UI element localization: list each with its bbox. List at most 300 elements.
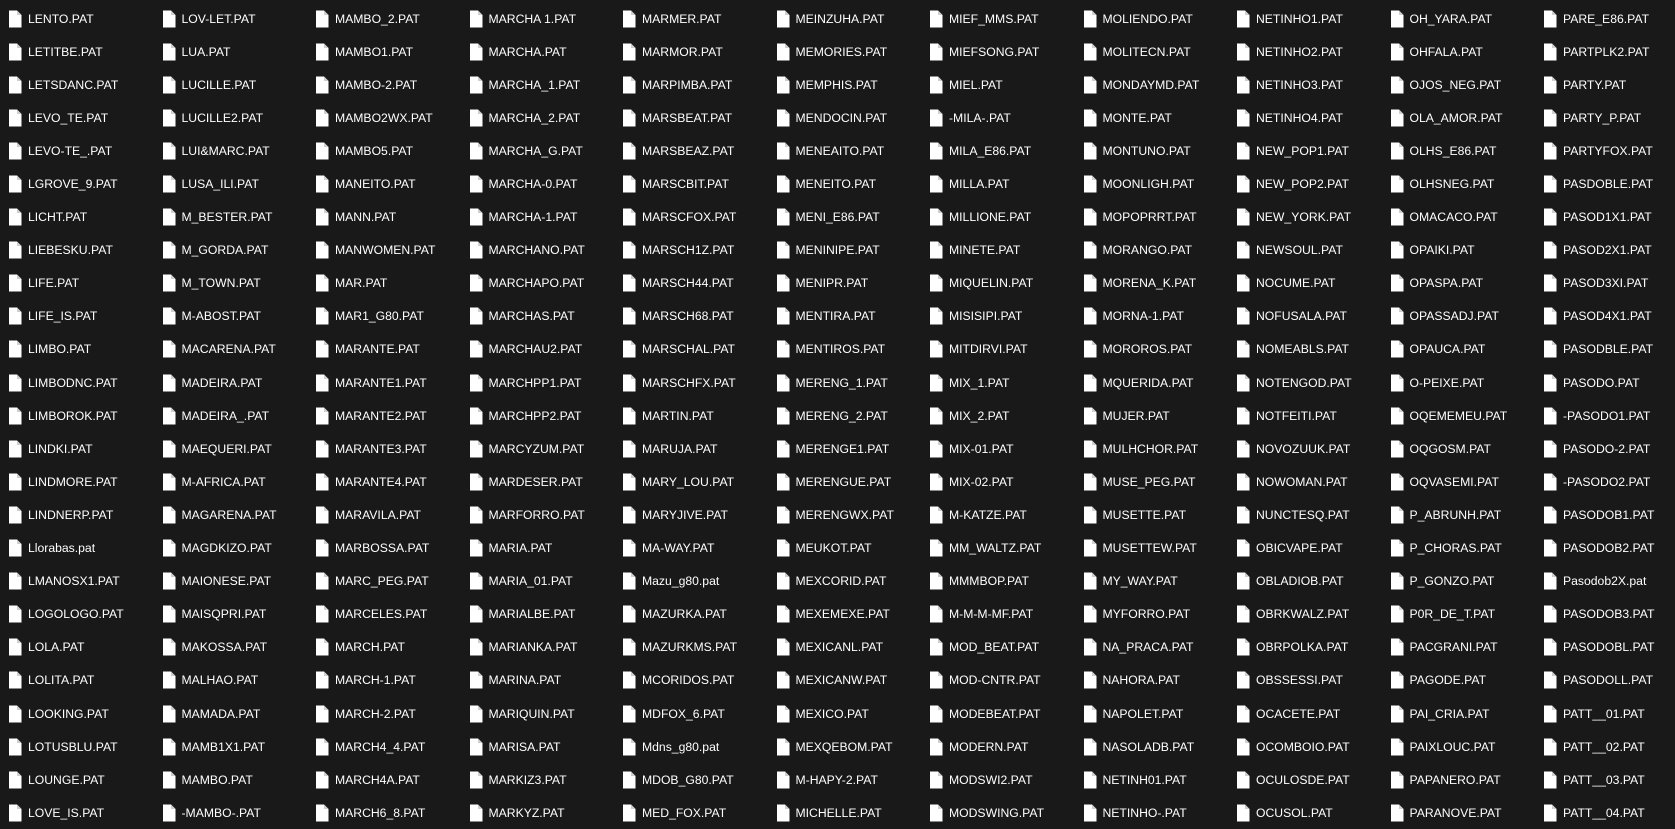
file-item[interactable] — [162, 697, 316, 730]
file-item[interactable] — [1390, 465, 1544, 498]
file-item[interactable] — [8, 399, 162, 432]
file-item[interactable] — [1390, 167, 1544, 200]
file-item[interactable] — [1390, 598, 1544, 631]
file-item[interactable] — [1543, 134, 1675, 167]
file-item[interactable] — [776, 167, 930, 200]
file-item[interactable] — [622, 2, 776, 35]
file-item[interactable] — [1236, 366, 1390, 399]
document-file-icon — [1543, 671, 1557, 689]
file-item[interactable] — [1083, 763, 1237, 796]
file-item[interactable] — [622, 532, 776, 565]
file-item[interactable] — [315, 2, 469, 35]
file-item[interactable] — [315, 465, 469, 498]
file-name: MODSWING.PAT — [949, 805, 1045, 820]
file-item[interactable] — [929, 598, 1083, 631]
file-item[interactable] — [1083, 664, 1237, 697]
file-item[interactable] — [776, 796, 930, 829]
file-item[interactable] — [1390, 697, 1544, 730]
file-item[interactable] — [622, 101, 776, 134]
file-item[interactable] — [1390, 267, 1544, 300]
file-item[interactable] — [1083, 101, 1237, 134]
file-item[interactable] — [1390, 399, 1544, 432]
file-item[interactable] — [1236, 697, 1390, 730]
file-item[interactable] — [1543, 465, 1675, 498]
file-item[interactable] — [8, 134, 162, 167]
file-item[interactable] — [929, 730, 1083, 763]
file-item[interactable] — [1390, 796, 1544, 829]
file-item[interactable] — [776, 201, 930, 234]
file-item[interactable] — [315, 730, 469, 763]
file-item[interactable] — [8, 730, 162, 763]
file-item[interactable] — [1390, 565, 1544, 598]
file-item[interactable] — [8, 532, 162, 565]
file-item[interactable] — [8, 565, 162, 598]
file-item[interactable] — [162, 167, 316, 200]
file-item[interactable] — [929, 333, 1083, 366]
file-item[interactable] — [622, 565, 776, 598]
file-item[interactable] — [776, 432, 930, 465]
file-item[interactable] — [1543, 333, 1675, 366]
file-item[interactable] — [315, 167, 469, 200]
file-name: NETINHO-.PAT — [1102, 805, 1187, 820]
file-item[interactable] — [315, 565, 469, 598]
file-item[interactable] — [1236, 134, 1390, 167]
document-file-icon — [776, 638, 790, 656]
file-item[interactable] — [315, 101, 469, 134]
file-item[interactable] — [1083, 134, 1237, 167]
file-item[interactable] — [1236, 532, 1390, 565]
file-item[interactable] — [1543, 532, 1675, 565]
file-item[interactable] — [776, 2, 930, 35]
file-item[interactable] — [1543, 101, 1675, 134]
file-item[interactable] — [1543, 598, 1675, 631]
file-item[interactable] — [1390, 234, 1544, 267]
file-item[interactable] — [929, 300, 1083, 333]
file-item[interactable] — [1083, 730, 1237, 763]
file-item[interactable] — [162, 730, 316, 763]
file-item[interactable] — [469, 2, 623, 35]
file-item[interactable] — [622, 134, 776, 167]
file-item[interactable] — [929, 366, 1083, 399]
file-item[interactable] — [929, 234, 1083, 267]
file-item[interactable] — [1543, 796, 1675, 829]
file-item[interactable] — [8, 631, 162, 664]
file-item[interactable] — [622, 267, 776, 300]
file-item[interactable] — [929, 796, 1083, 829]
file-item[interactable] — [1390, 366, 1544, 399]
file-item[interactable] — [622, 167, 776, 200]
file-item[interactable] — [162, 796, 316, 829]
file-item[interactable] — [929, 498, 1083, 531]
document-file-icon — [1083, 440, 1097, 458]
file-item[interactable] — [162, 532, 316, 565]
file-item[interactable] — [8, 465, 162, 498]
file-item[interactable] — [776, 134, 930, 167]
file-item[interactable] — [929, 267, 1083, 300]
file-item[interactable] — [1543, 167, 1675, 200]
file-item[interactable] — [1390, 498, 1544, 531]
file-item[interactable] — [1543, 432, 1675, 465]
file-item[interactable] — [776, 68, 930, 101]
file-item[interactable] — [469, 167, 623, 200]
file-item[interactable] — [1236, 465, 1390, 498]
file-item[interactable] — [8, 35, 162, 68]
file-item[interactable] — [1083, 532, 1237, 565]
file-item[interactable] — [315, 399, 469, 432]
file-item[interactable] — [622, 631, 776, 664]
file-item[interactable] — [315, 697, 469, 730]
file-item[interactable] — [929, 68, 1083, 101]
file-item[interactable] — [622, 68, 776, 101]
file-item[interactable] — [1390, 35, 1544, 68]
file-item[interactable] — [1543, 35, 1675, 68]
file-item[interactable] — [315, 532, 469, 565]
file-item[interactable] — [469, 300, 623, 333]
file-item[interactable] — [8, 167, 162, 200]
file-item[interactable] — [1236, 35, 1390, 68]
file-item[interactable] — [315, 664, 469, 697]
file-item[interactable] — [776, 35, 930, 68]
file-item[interactable] — [1083, 167, 1237, 200]
file-name: MARKYZ.PAT — [488, 805, 565, 820]
document-file-icon — [8, 340, 22, 358]
file-item[interactable] — [1543, 234, 1675, 267]
file-item[interactable] — [776, 664, 930, 697]
file-name: OQEMEMEU.PAT — [1409, 408, 1508, 423]
file-item[interactable] — [315, 201, 469, 234]
file-item[interactable] — [1083, 366, 1237, 399]
file-item[interactable] — [622, 201, 776, 234]
file-item[interactable] — [929, 697, 1083, 730]
file-item[interactable] — [469, 664, 623, 697]
file-item[interactable] — [929, 101, 1083, 134]
document-file-icon — [162, 473, 176, 491]
file-item[interactable] — [929, 432, 1083, 465]
document-file-icon — [622, 208, 636, 226]
file-item[interactable] — [162, 68, 316, 101]
file-name: LIEBESKU.PAT — [28, 243, 113, 258]
file-item[interactable] — [8, 2, 162, 35]
file-item[interactable] — [1390, 631, 1544, 664]
file-item[interactable] — [776, 598, 930, 631]
document-file-icon — [1083, 638, 1097, 656]
file-item[interactable] — [622, 234, 776, 267]
file-item[interactable] — [776, 399, 930, 432]
file-item[interactable] — [469, 796, 623, 829]
file-item[interactable] — [315, 631, 469, 664]
file-item[interactable] — [315, 366, 469, 399]
file-item[interactable] — [469, 35, 623, 68]
file-item[interactable] — [1083, 399, 1237, 432]
file-item[interactable] — [1390, 532, 1544, 565]
file-item[interactable] — [1236, 267, 1390, 300]
file-item[interactable] — [469, 697, 623, 730]
file-item[interactable] — [1083, 234, 1237, 267]
file-item[interactable] — [162, 234, 316, 267]
file-item[interactable] — [8, 366, 162, 399]
file-item[interactable] — [1390, 2, 1544, 35]
file-item[interactable] — [1390, 201, 1544, 234]
file-item[interactable] — [776, 267, 930, 300]
file-item[interactable] — [469, 763, 623, 796]
file-item[interactable] — [469, 532, 623, 565]
file-item[interactable] — [315, 333, 469, 366]
file-item[interactable] — [469, 598, 623, 631]
file-item[interactable] — [8, 432, 162, 465]
file-name: P_GONZO.PAT — [1409, 574, 1495, 589]
file-item[interactable] — [1390, 300, 1544, 333]
file-item[interactable] — [776, 333, 930, 366]
document-file-icon — [1236, 76, 1250, 94]
file-item[interactable] — [929, 631, 1083, 664]
file-item[interactable] — [469, 101, 623, 134]
file-item[interactable] — [622, 796, 776, 829]
file-item[interactable] — [469, 201, 623, 234]
file-item[interactable] — [8, 697, 162, 730]
file-item[interactable] — [1543, 68, 1675, 101]
file-item[interactable] — [162, 763, 316, 796]
document-file-icon — [162, 109, 176, 127]
file-item[interactable] — [1543, 366, 1675, 399]
file-item[interactable] — [776, 730, 930, 763]
file-item[interactable] — [1236, 201, 1390, 234]
file-item[interactable] — [622, 664, 776, 697]
file-name: -MAMBO-.PAT — [181, 805, 261, 820]
file-item[interactable] — [1390, 730, 1544, 763]
file-item[interactable] — [469, 465, 623, 498]
file-item[interactable] — [929, 399, 1083, 432]
file-item[interactable] — [8, 101, 162, 134]
file-item[interactable] — [315, 234, 469, 267]
file-item[interactable] — [1236, 432, 1390, 465]
file-item[interactable] — [1083, 2, 1237, 35]
file-name: MORENA_K.PAT — [1102, 276, 1197, 291]
file-item[interactable] — [1390, 101, 1544, 134]
file-item[interactable] — [469, 333, 623, 366]
file-item[interactable] — [8, 598, 162, 631]
file-item[interactable] — [1236, 498, 1390, 531]
file-item[interactable] — [1543, 697, 1675, 730]
file-item[interactable] — [1083, 35, 1237, 68]
file-item[interactable] — [8, 68, 162, 101]
file-item[interactable] — [622, 730, 776, 763]
file-item[interactable] — [776, 101, 930, 134]
file-item[interactable] — [162, 267, 316, 300]
file-item[interactable] — [1543, 399, 1675, 432]
file-item[interactable] — [622, 366, 776, 399]
file-item[interactable] — [1543, 763, 1675, 796]
file-item[interactable] — [1236, 101, 1390, 134]
file-item[interactable] — [622, 35, 776, 68]
file-item[interactable] — [1236, 333, 1390, 366]
file-item[interactable] — [1083, 68, 1237, 101]
file-item[interactable] — [1236, 565, 1390, 598]
file-item[interactable] — [776, 300, 930, 333]
file-item[interactable] — [776, 234, 930, 267]
file-item[interactable] — [8, 201, 162, 234]
file-item[interactable] — [929, 35, 1083, 68]
file-item[interactable] — [1083, 267, 1237, 300]
file-name: MARCHAS.PAT — [488, 309, 575, 324]
file-item[interactable] — [1236, 763, 1390, 796]
file-item[interactable] — [315, 796, 469, 829]
file-item[interactable] — [1543, 267, 1675, 300]
file-item[interactable] — [1236, 730, 1390, 763]
file-item[interactable] — [776, 532, 930, 565]
file-item[interactable] — [1236, 598, 1390, 631]
file-item[interactable] — [162, 465, 316, 498]
file-item[interactable] — [1390, 134, 1544, 167]
file-item[interactable] — [776, 498, 930, 531]
file-item[interactable] — [469, 631, 623, 664]
file-item[interactable] — [315, 134, 469, 167]
file-item[interactable] — [8, 333, 162, 366]
document-file-icon — [776, 440, 790, 458]
file-item[interactable] — [929, 201, 1083, 234]
file-item[interactable] — [622, 697, 776, 730]
file-item[interactable] — [469, 730, 623, 763]
file-item[interactable] — [1543, 201, 1675, 234]
file-item[interactable] — [1390, 763, 1544, 796]
file-item[interactable] — [1543, 2, 1675, 35]
file-item[interactable] — [776, 565, 930, 598]
file-item[interactable] — [929, 532, 1083, 565]
file-item[interactable] — [162, 2, 316, 35]
file-item[interactable] — [469, 498, 623, 531]
file-item[interactable] — [1083, 565, 1237, 598]
file-item[interactable] — [776, 366, 930, 399]
file-item[interactable] — [776, 465, 930, 498]
document-file-icon — [929, 307, 943, 325]
file-item[interactable] — [1236, 399, 1390, 432]
file-item[interactable] — [776, 697, 930, 730]
file-item[interactable] — [162, 399, 316, 432]
file-item[interactable] — [162, 598, 316, 631]
file-item[interactable] — [315, 498, 469, 531]
file-item[interactable] — [1236, 631, 1390, 664]
document-file-icon — [315, 10, 329, 28]
file-item[interactable] — [315, 68, 469, 101]
file-item[interactable] — [1543, 565, 1675, 598]
file-item[interactable] — [1083, 498, 1237, 531]
file-item[interactable] — [8, 234, 162, 267]
file-item[interactable] — [776, 631, 930, 664]
file-item[interactable] — [622, 763, 776, 796]
file-item[interactable] — [1083, 333, 1237, 366]
file-name: OBRKWALZ.PAT — [1256, 607, 1350, 622]
file-item[interactable] — [8, 300, 162, 333]
file-item[interactable] — [622, 399, 776, 432]
file-item[interactable] — [315, 267, 469, 300]
file-item[interactable] — [1236, 664, 1390, 697]
file-item[interactable] — [315, 598, 469, 631]
file-item[interactable] — [622, 300, 776, 333]
file-item[interactable] — [1236, 234, 1390, 267]
file-item[interactable] — [929, 134, 1083, 167]
file-item[interactable] — [315, 763, 469, 796]
file-item[interactable] — [1390, 68, 1544, 101]
file-item[interactable] — [469, 68, 623, 101]
file-item[interactable] — [1083, 697, 1237, 730]
file-item[interactable] — [929, 167, 1083, 200]
file-item[interactable] — [1083, 796, 1237, 829]
file-item[interactable] — [1543, 498, 1675, 531]
file-item[interactable] — [315, 432, 469, 465]
file-item[interactable] — [1236, 300, 1390, 333]
file-item[interactable] — [1543, 664, 1675, 697]
file-item[interactable] — [1390, 333, 1544, 366]
file-item[interactable] — [1236, 68, 1390, 101]
file-item[interactable] — [929, 763, 1083, 796]
file-item[interactable] — [162, 631, 316, 664]
file-item[interactable] — [1236, 2, 1390, 35]
file-item[interactable] — [1543, 300, 1675, 333]
file-item[interactable] — [929, 565, 1083, 598]
file-item[interactable] — [1083, 432, 1237, 465]
file-item[interactable] — [162, 664, 316, 697]
file-item[interactable] — [1236, 167, 1390, 200]
file-item[interactable] — [162, 101, 316, 134]
file-item[interactable] — [162, 35, 316, 68]
file-item[interactable] — [929, 465, 1083, 498]
file-item[interactable] — [1083, 598, 1237, 631]
file-item[interactable] — [162, 565, 316, 598]
file-item[interactable] — [929, 2, 1083, 35]
file-item[interactable] — [1083, 300, 1237, 333]
file-item[interactable] — [622, 498, 776, 531]
file-item[interactable] — [469, 432, 623, 465]
file-item[interactable] — [469, 366, 623, 399]
file-item[interactable] — [8, 763, 162, 796]
file-item[interactable] — [622, 432, 776, 465]
file-item[interactable] — [622, 333, 776, 366]
file-item[interactable] — [1083, 465, 1237, 498]
file-item[interactable] — [8, 498, 162, 531]
file-item[interactable] — [162, 134, 316, 167]
file-item[interactable] — [162, 498, 316, 531]
file-item[interactable] — [1543, 730, 1675, 763]
file-item[interactable] — [8, 796, 162, 829]
file-item[interactable] — [162, 300, 316, 333]
file-item[interactable] — [469, 267, 623, 300]
file-item[interactable] — [1543, 631, 1675, 664]
file-item[interactable] — [469, 399, 623, 432]
file-item[interactable] — [469, 134, 623, 167]
file-item[interactable] — [8, 267, 162, 300]
file-item[interactable] — [1236, 796, 1390, 829]
file-item[interactable] — [622, 465, 776, 498]
file-item[interactable] — [1390, 664, 1544, 697]
file-item[interactable] — [1390, 432, 1544, 465]
file-item[interactable] — [469, 565, 623, 598]
file-item[interactable] — [929, 664, 1083, 697]
file-item[interactable] — [162, 432, 316, 465]
file-item[interactable] — [162, 333, 316, 366]
file-name: MARISA.PAT — [488, 739, 561, 754]
file-item[interactable] — [315, 35, 469, 68]
file-item[interactable] — [162, 366, 316, 399]
file-item[interactable] — [315, 300, 469, 333]
file-item[interactable] — [1083, 201, 1237, 234]
file-name: MEMPHIS.PAT — [795, 77, 878, 92]
file-item[interactable] — [162, 201, 316, 234]
file-item[interactable] — [1083, 631, 1237, 664]
file-item[interactable] — [469, 234, 623, 267]
document-file-icon — [162, 274, 176, 292]
file-item[interactable] — [622, 598, 776, 631]
file-item[interactable] — [8, 664, 162, 697]
file-item[interactable] — [776, 763, 930, 796]
